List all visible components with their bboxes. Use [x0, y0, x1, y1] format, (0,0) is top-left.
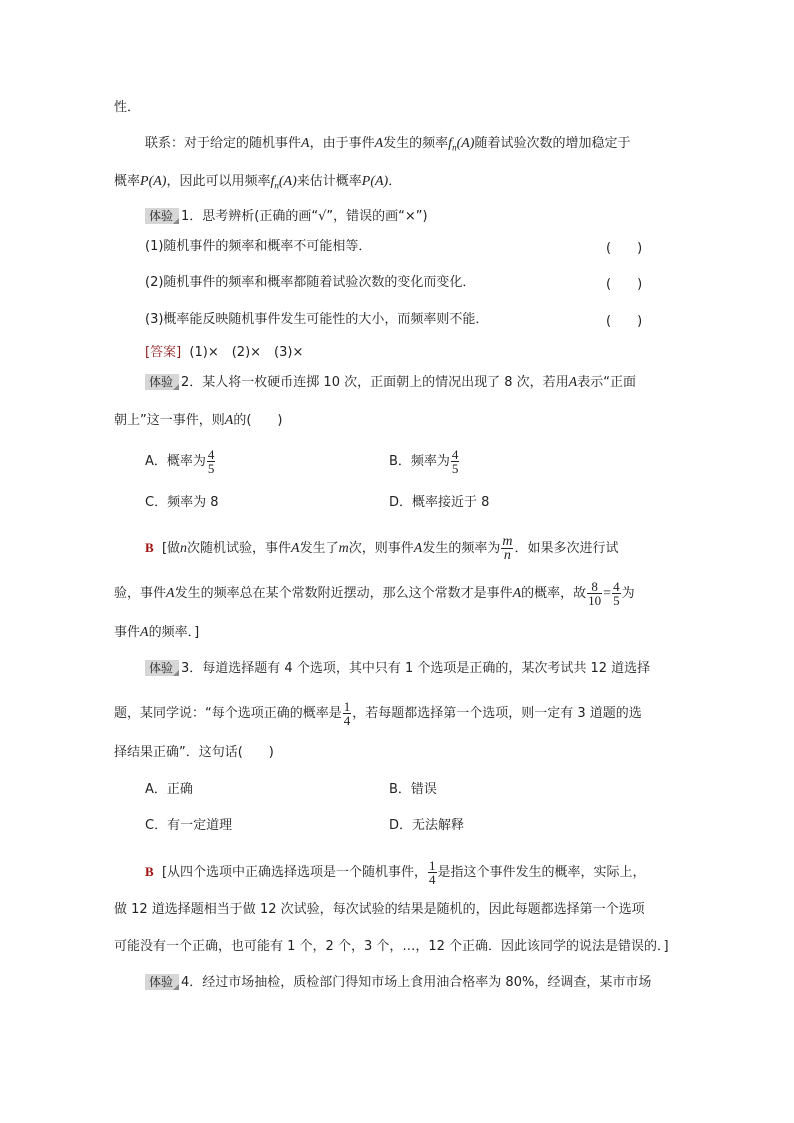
question-3-stem-line2: 题，某同学说：“每个选项正确的概率是 $\frac{1}{4}$ ，若每题都选择第一个选项，则一定有 3 道题的选	[114, 699, 642, 728]
question-2-stem-line2: 朝上”这一事件，则A的( )	[114, 413, 283, 428]
q2-explanation-line3: 事件A的频率．]	[114, 625, 200, 640]
q1-answer: [答案] (1)× (2)× (3)×	[145, 345, 304, 360]
experience-tag: 体验	[145, 208, 179, 224]
q3-explanation-line3: 可能没有一个正确，也可能有 1 个，2 个，3 个，…，12 个正确．因此该同学的说法是错误的．]	[114, 939, 669, 954]
answer-blank: ( )	[606, 241, 643, 256]
q1-item-1: (1)随机事件的频率和概率不可能相等．	[145, 239, 372, 254]
q2-explanation-line2: 验，事件A发生的频率总在某个常数附近摆动，那么这个常数才是事件A的概率，故 $\frac{8}{10}$ = $\frac{4}{5}$ 为	[114, 579, 635, 608]
question-3-stem: 体验 3．每道选择题有 4 个选项，其中只有 1 个选项是正确的，某次考试共 12 道选择	[145, 659, 650, 679]
q2-option-a: A．概率为 $\frac{4}{5}$	[145, 447, 215, 476]
answer-blank: ( )	[606, 277, 643, 292]
question-3-stem-line3: 择结果正确”．这句话( )	[114, 745, 274, 760]
q3-option-c: C．有一定道理	[145, 818, 233, 833]
experience-tag: 体验	[145, 974, 179, 990]
q2-option-b: B．频率为 $\frac{4}{5}$	[389, 447, 459, 476]
q1-item-3: (3)概率能反映随机事件发生可能性的大小，而频率则不能．	[145, 312, 489, 327]
q3-explanation-line1: B [从四个选项中正确选择选项是一个随机事件， $\frac{1}{4}$ 是指这个事件发生的概率，实际上，	[145, 858, 646, 887]
q3-explanation-line2: 做 12 道选择题相当于做 12 次试验，每次试验的结果是随机的，因此每题都选择第一个选项	[114, 902, 645, 917]
q3-option-d: D．无法解释	[389, 818, 465, 833]
q2-option-d: D．概率接近于 8	[389, 495, 490, 510]
relation-paragraph-line2: 概率P(A)，因此可以用频率$f_n(A)$来估计概率P(A)．	[114, 174, 402, 191]
answer-blank: ( )	[606, 314, 643, 329]
q2-option-c: C．频率为 8	[145, 495, 219, 510]
text-line: 性．	[114, 100, 141, 115]
q3-option-b: B．错误	[389, 782, 437, 797]
question-4-stem: 体验 4．经过市场抽检，质检部门得知市场上食用油合格率为 80%，经调查，某市市场	[145, 973, 651, 993]
relation-paragraph: 联系：对于给定的随机事件A，由于事件A发生的频率$f_n(A)$随着试验次数的增加稳定于	[145, 136, 631, 153]
q2-explanation-line1: B [做n次随机试验，事件A发生了m次，则事件A发生的频率为 $\frac{m}{n}$ ．如果多次进行试	[145, 534, 619, 563]
experience-tag: 体验	[145, 374, 179, 390]
q1-item-2: (2)随机事件的频率和概率都随着试验次数的变化而变化．	[145, 275, 476, 290]
question-1-stem: 体验 1．思考辨析(正确的画“√”，错误的画“×”)	[145, 207, 428, 227]
q3-option-a: A．正确	[145, 782, 193, 797]
experience-tag: 体验	[145, 660, 179, 676]
question-2-stem: 体验 2．某人将一枚硬币连掷 10 次，正面朝上的情况出现了 8 次，若用A表示“正面	[145, 373, 636, 393]
